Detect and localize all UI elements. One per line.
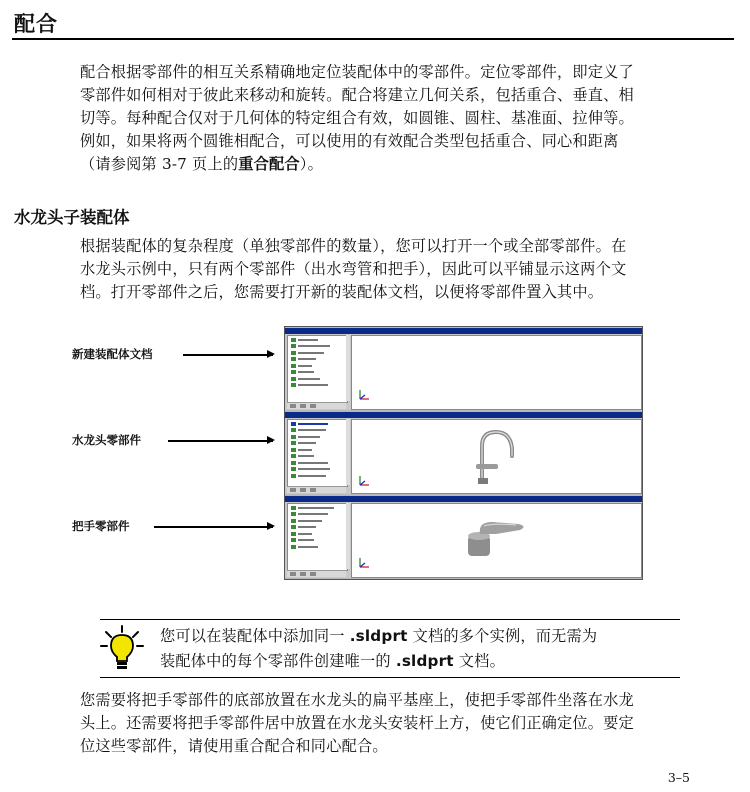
text-line: 切等。每种配合仅对于几何体的特定组合有效，如圆锥、圆柱、基准面、拉伸等。	[80, 109, 634, 127]
window-titlebar	[285, 412, 642, 418]
intro-paragraph	[80, 61, 736, 176]
faucet-paragraph	[80, 235, 736, 304]
tree-scrollbar	[346, 335, 350, 401]
faucet-model-image	[462, 426, 532, 486]
arrow-icon	[183, 354, 273, 356]
text-span: （请参阅第 3-7 页上的	[80, 155, 239, 173]
section-heading: 配合	[14, 12, 58, 36]
page-number: 3–5	[667, 770, 690, 785]
tree-tabs	[287, 570, 346, 577]
text-line: 位这些零部件，请使用重合配合和同心配合。	[80, 737, 388, 755]
graphics-area	[351, 419, 642, 494]
callout-faucet-part: 水龙头零部件	[72, 433, 141, 447]
text-span: ）。	[299, 155, 323, 173]
text-line: 水龙头示例中，只有两个零部件（出水弯管和把手），因此可以平铺显示这两个文	[80, 260, 627, 278]
tip-line-2	[160, 649, 680, 673]
text-line: 头上。还需要将把手零部件居中放置在水龙头安装杆上方，使它们正确定位。要定	[80, 714, 634, 732]
callout-new-assembly: 新建装配体文档	[72, 347, 153, 361]
text-span: 文档的多个实例，而无需为	[407, 627, 598, 645]
text-span: 您可以在装配体中添加同一	[160, 627, 350, 645]
triad-icon	[356, 556, 372, 570]
arrow-icon	[168, 440, 273, 442]
graphics-area	[351, 503, 642, 578]
text-line: 根据装配体的复杂程度（单独零部件的数量），您可以打开一个或全部零部件。在	[80, 237, 627, 255]
lightbulb-icon	[100, 624, 144, 672]
triad-icon	[356, 474, 372, 488]
subsection-heading: 水龙头子装配体	[14, 208, 130, 227]
tip-bottom-rule	[100, 677, 680, 678]
cross-reference-link[interactable]: 重合配合	[238, 155, 300, 173]
text-line: 档。打开零部件之后，您需要打开新的装配体文档，以便将零部件置入其中。	[80, 283, 604, 301]
text-line: 例如，如果将两个圆锥相配合，可以使用的有效配合类型包括重合、同心和距离	[80, 132, 619, 150]
window-titlebar	[285, 328, 642, 334]
text-line: 零部件如何相对于彼此来移动和旋转。配合将建立几何关系，包括重合、垂直、相	[80, 86, 634, 104]
graphics-area	[351, 335, 642, 410]
file-extension: .sldprt	[395, 652, 454, 670]
text-line	[80, 153, 736, 176]
window-titlebar	[285, 496, 642, 502]
text-line: 配合根据零部件的相互关系精确地定位装配体中的零部件。定位零部件，即定义了	[80, 63, 634, 81]
tree-tabs	[287, 402, 346, 409]
tip-line-1	[160, 624, 680, 648]
tree-scrollbar	[346, 419, 350, 485]
file-extension: .sldprt	[349, 627, 408, 645]
handle-model-image	[462, 514, 532, 564]
tip-top-rule	[100, 619, 680, 620]
solidworks-screenshot	[284, 326, 643, 580]
tree-tabs	[287, 486, 346, 493]
text-span: 文档。	[453, 652, 505, 670]
feature-tree	[287, 419, 348, 487]
tree-scrollbar	[346, 503, 350, 569]
arrow-icon	[154, 526, 273, 528]
triad-icon	[356, 388, 372, 402]
assembly-window	[285, 328, 642, 410]
text-span: 装配体中的每个零部件创建唯一的	[160, 652, 396, 670]
heading-rule	[12, 38, 734, 40]
handle-part-window	[285, 496, 642, 578]
positioning-paragraph	[80, 689, 736, 758]
text-line: 您需要将把手零部件的底部放置在水龙头的扁平基座上，使把手零部件坐落在水龙	[80, 691, 634, 709]
faucet-part-window	[285, 412, 642, 494]
feature-tree	[287, 503, 348, 571]
callout-handle-part: 把手零部件	[72, 519, 130, 533]
feature-tree	[287, 335, 348, 403]
